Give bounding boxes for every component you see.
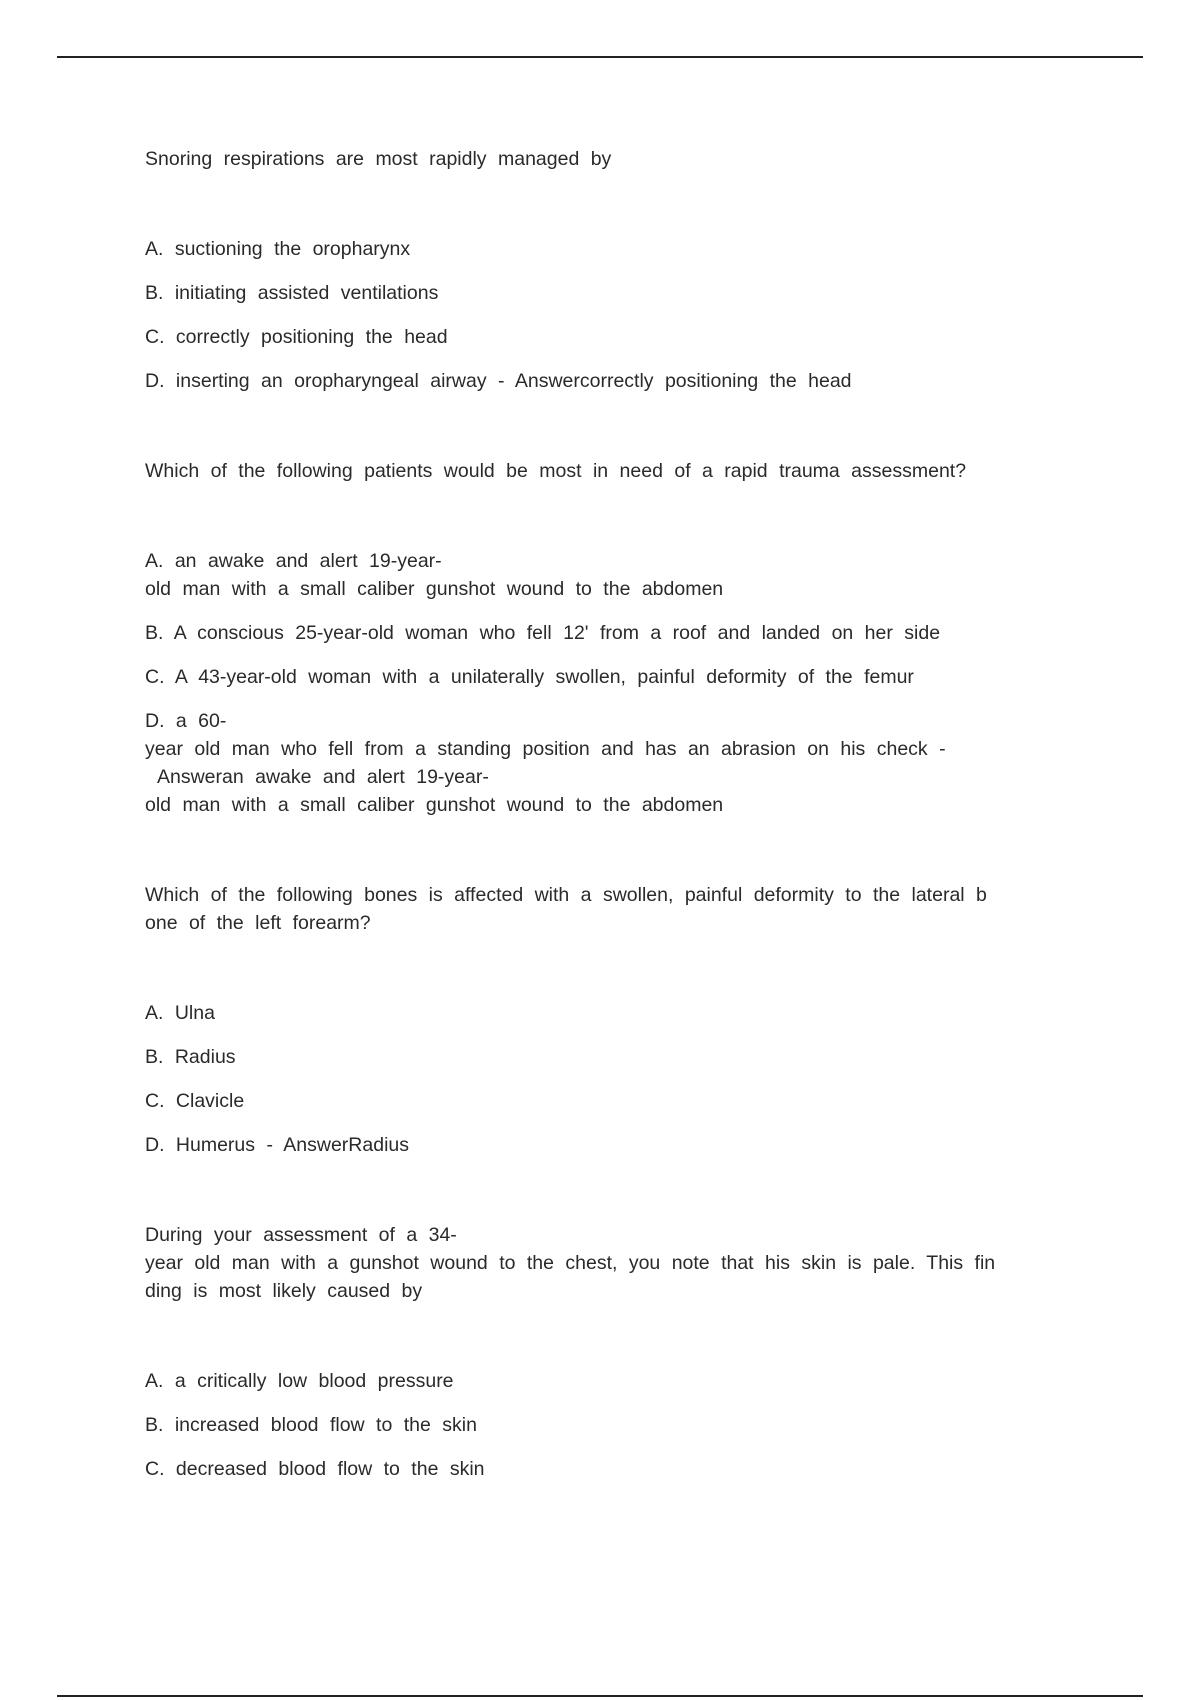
question-text-line: year old man with a gunshot wound to the chest, you note that his skin is pale. This fin	[145, 1252, 996, 1274]
option-line: year old man who fell from a standing position and has an abrasion on his check -	[145, 738, 946, 760]
question-2-option-a	[145, 547, 1065, 603]
question-text-line: During your assessment of a 34-	[145, 1224, 457, 1246]
question-text-line: Snoring respirations are most rapidly managed by	[145, 148, 612, 170]
question-2	[145, 457, 1065, 819]
document-body	[145, 145, 1065, 1545]
option-line: A. Ulna	[145, 1002, 215, 1024]
option-line: B. initiating assisted ventilations	[145, 282, 439, 304]
question-1-option-b	[145, 279, 1065, 307]
answer-line: Answeran awake and alert 19-year-	[157, 766, 489, 788]
question-1-text	[145, 145, 1065, 173]
question-4-option-b	[145, 1411, 1065, 1439]
question-text-line: one of the left forearm?	[145, 912, 371, 934]
option-line: old man with a small caliber gunshot wound to the abdomen	[145, 578, 724, 600]
question-2-option-b	[145, 619, 1065, 647]
question-text-line: ding is most likely caused by	[145, 1280, 423, 1302]
question-1-option-c	[145, 323, 1065, 351]
question-3-option-d	[145, 1131, 1065, 1159]
option-line: D. a 60-	[145, 710, 227, 732]
footer-rule	[57, 1695, 1143, 1697]
option-line: C. decreased blood flow to the skin	[145, 1458, 485, 1480]
question-3-text	[145, 881, 1065, 937]
option-line: B. increased blood flow to the skin	[145, 1414, 477, 1436]
question-text-line: Which of the following bones is affected with a swollen, painful deformity to the lateral b	[145, 884, 987, 906]
option-line: A. suctioning the oropharynx	[145, 238, 411, 260]
question-3	[145, 881, 1065, 1159]
question-3-option-a	[145, 999, 1065, 1027]
question-2-text	[145, 457, 1065, 485]
option-line: D. Humerus - AnswerRadius	[145, 1134, 409, 1156]
option-line: A. an awake and alert 19-year-	[145, 550, 442, 572]
option-line: C. correctly positioning the head	[145, 326, 448, 348]
question-4-text	[145, 1221, 1065, 1305]
question-text-line: Which of the following patients would be most in need of a rapid trauma assessment?	[145, 460, 967, 482]
question-4-option-a	[145, 1367, 1065, 1395]
question-3-option-b	[145, 1043, 1065, 1071]
option-line: C. Clavicle	[145, 1090, 245, 1112]
question-1-option-d	[145, 367, 1065, 395]
option-line: B. Radius	[145, 1046, 236, 1068]
option-line: D. inserting an oropharyngeal airway - Answercorrectly positioning the head	[145, 370, 852, 392]
option-line: B. A conscious 25-year-old woman who fell 12' from a roof and landed on her side	[145, 622, 941, 644]
question-1	[145, 145, 1065, 395]
question-1-option-a	[145, 235, 1065, 263]
option-line: A. a critically low blood pressure	[145, 1370, 454, 1392]
question-3-option-c	[145, 1087, 1065, 1115]
question-4-option-c	[145, 1455, 1065, 1483]
header-rule	[57, 56, 1143, 58]
option-line: C. A 43-year-old woman with a unilaterally swollen, painful deformity of the femur	[145, 666, 914, 688]
question-2-option-d	[145, 707, 1065, 819]
question-2-option-c	[145, 663, 1065, 691]
answer-line: old man with a small caliber gunshot wound to the abdomen	[145, 794, 724, 816]
question-4	[145, 1221, 1065, 1483]
